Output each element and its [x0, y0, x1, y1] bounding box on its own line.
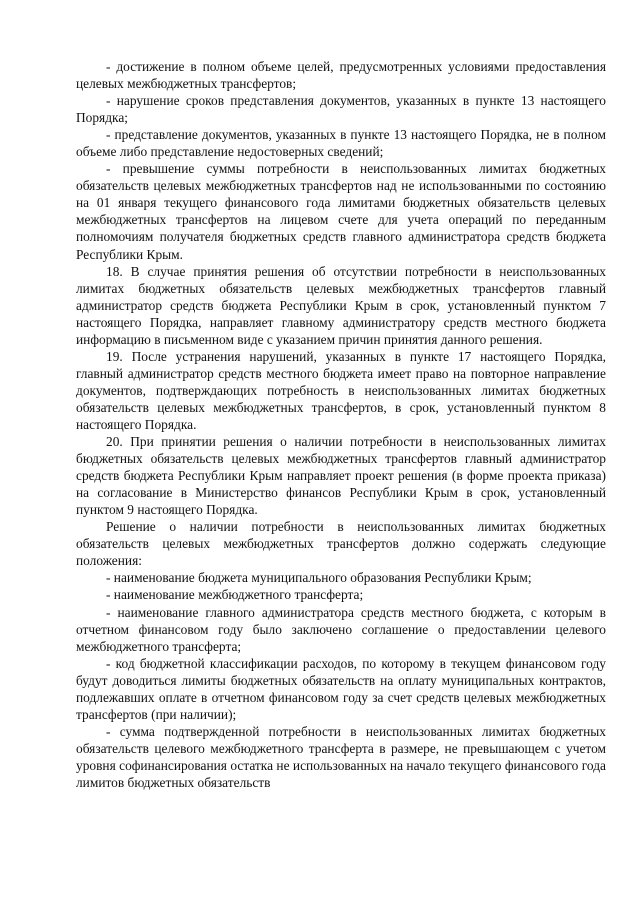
list-item-incomplete-documents: - представление документов, указанных в пункте 13 настоящего Порядка, не в полном объеме либо представление недостоверных сведений; — [76, 127, 606, 160]
list-item-budget-name: - наименование бюджета муниципального образования Республики Крым; — [106, 570, 532, 586]
list-item-confirmed-amount: - сумма подтвержденной потребности в неиспользованных лимитах бюджетных обязательств целевого межбюджетного трансферта в размере, не превышающем с учетом уровня софинансирования остатка не использованных на начало текущего финансового года лимитов бюджетных обязательств — [76, 723, 606, 790]
list-item-goals-achieved: - достижение в полном объеме целей, предусмотренных условиями предоставления целевых межбюджетных трансфертов; — [76, 59, 606, 92]
paragraph-decision-contents: Решение о наличии потребности в неиспользованных лимитах бюджетных обязательств целевых межбюджетных трансфертов должно содержать следующие положения: — [76, 519, 606, 569]
paragraph-18: 18. В случае принятия решения об отсутствии потребности в неиспользованных лимитах бюджетных обязательств целевых межбюджетных трансфертов главный администратор средств бюджета Республики Крым в срок, установленный пунктом 7 настоящего Порядка, направляет главному администратору средств местного бюджета информацию в письменном виде с указанием причин принятия данного решения. — [76, 263, 606, 347]
paragraph-20: 20. При принятии решения о наличии потребности в неиспользованных лимитах бюджетных обязательств целевых межбюджетных трансфертов главный администратор средств бюджета Республики Крым направляет проект решения (в форме проекта приказа) на согласование в Министерство финансов Республики Крым в срок, установленный пунктом 9 настоящего Порядка. — [76, 434, 606, 518]
list-item-administrator-name: - наименование главного администратора средств местного бюджета, с которым в отчетном финансовом году было заключено соглашение о предоставлении целевого межбюджетного трансферта; — [76, 604, 606, 654]
list-item-deadline-violation: - нарушение сроков представления документов, указанных в пункте 13 настоящего Порядка; — [76, 93, 606, 126]
list-item-transfer-name: - наименование межбюджетного трансферта; — [106, 587, 364, 603]
list-item-excess-amount: - превышение суммы потребности в неиспользованных лимитах бюджетных обязательств целевых межбюджетных трансфертов над не использованными по состоянию на 01 января текущего финансового года лимитами бюджетных обязательств целевых межбюджетных трансфертов на лицевом счете для учета операций по переданным полномочиям получателя бюджетных средств главного администратора средств бюджета Республики Крым. — [76, 161, 606, 262]
document-body — [76, 58, 606, 791]
list-item-classification-code: - код бюджетной классификации расходов, по которому в текущем финансовом году будут доводиться лимиты бюджетных обязательств на оплату муниципальных контрактов, подлежавших оплате в отчетном финансовом году за счет средств целевых межбюджетных трансфертов (при наличии); — [76, 655, 606, 722]
paragraph-19: 19. После устранения нарушений, указанных в пункте 17 настоящего Порядка, главный администратор средств местного бюджета имеет право на повторное направление документов, подтверждающих потребность в неиспользованных лимитах бюджетных обязательств целевых межбюджетных трансфертов, в срок, установленный пунктом 8 настоящего Порядка. — [76, 348, 606, 432]
